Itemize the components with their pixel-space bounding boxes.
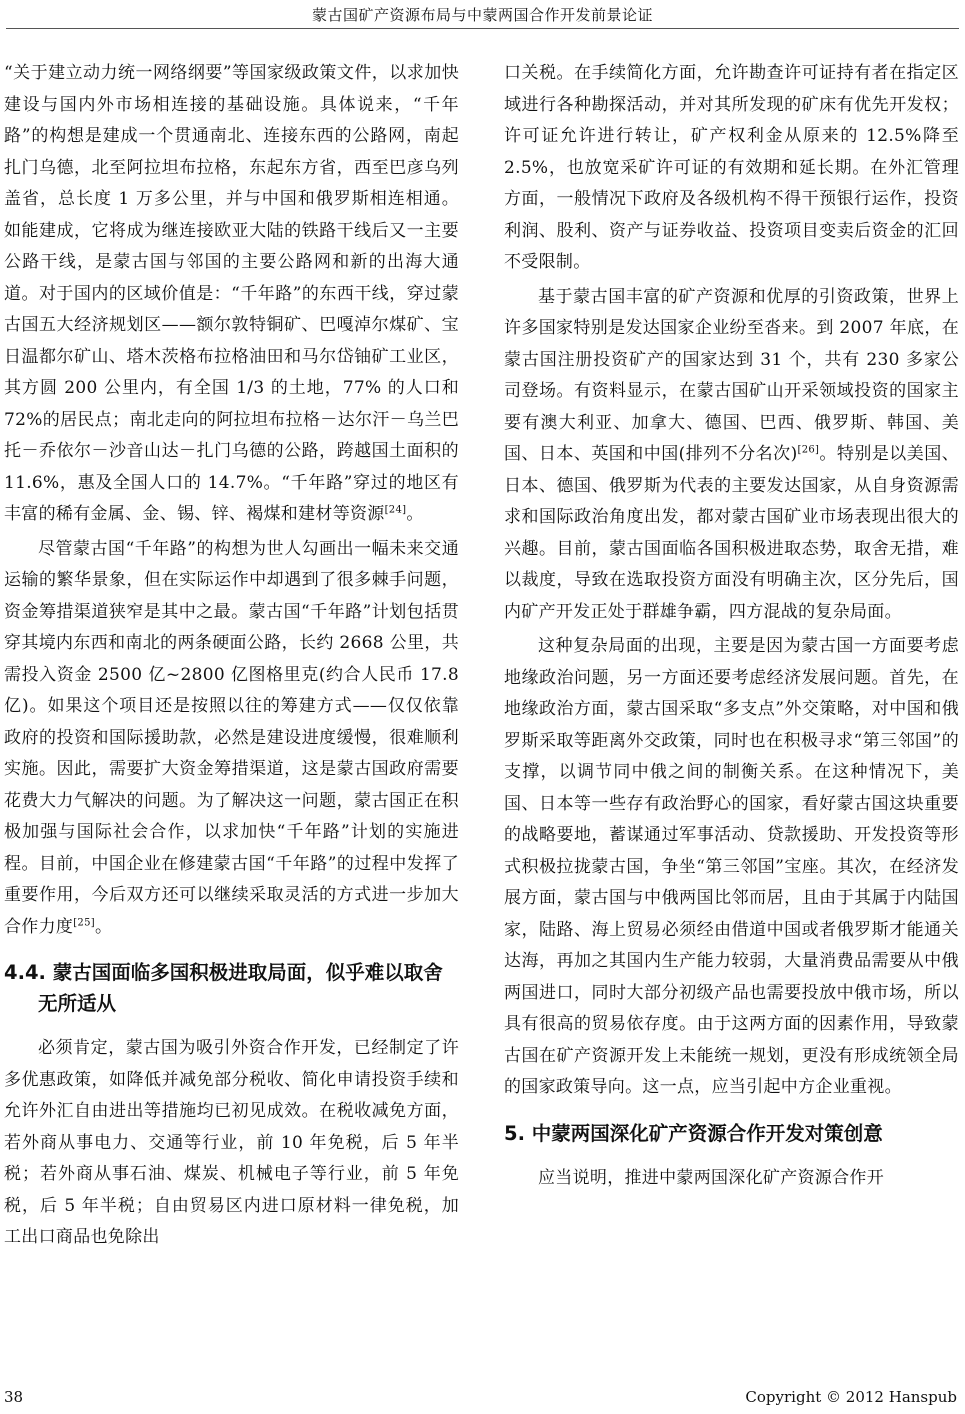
citation-ref[interactable]: [25] bbox=[73, 916, 95, 928]
citation-ref[interactable]: [24] bbox=[384, 504, 407, 516]
paragraph: 尽管蒙古国“千年路”的构想为世人勾画出一幅未来交通运输的繁华景象，但在实际运作中却遇到了很多棘手问题，资金筹措渠道狭窄是其中之最。蒙古国“千年路”计划包括贯穿其境内东西和南北的两条硬面公路，长约 2668 公里，共需投入资金 2500 亿~2800 亿图格里克(约合人民币 17.8 亿)。如果这个项目还是按照以往的筹建方式——仅仅依靠政府的投资和国际援助款，必然是建设进度缓慢，很难顺利实施。因此，需要扩大资金筹措渠道，这是蒙古国政府需要花费大力气解决的问题。为了解决这一问题，蒙古国正在积极加强与国际社会合作，以求加快“千年路”计划的实施进程。目前，中国企业在修建蒙古国“千年路”的过程中发挥了重要作用，今后双方还可以继续采取灵活的方式进一步加大合作力度[25]。 bbox=[4, 538, 459, 937]
paragraph: 这种复杂局面的出现，主要是因为蒙古国一方面要考虑地缘政治问题，另一方面还要考虑经济发展问题。首先，在地缘政治方面，蒙古国采取“多支点”外交策略，对中国和俄罗斯采取等距离外交政策，同时也在积极寻求“第三邻国”的支撑，以调节同中俄之间的制衡关系。在这种情况下，美国、日本等一些存有政治野心的国家，看好蒙古国这块重要的战略要地，蓄谋通过军事活动、贷款援助、开发投资等形式积极拉拢蒙古国，争坐“第三邻国”宝座。其次，在经济发展方面，蒙古国与中俄两国比邻而居，且由于其属于内陆国家，陆路、海上贸易必须经由借道中国或者俄罗斯才能通关达海，再加之其国内生产能力较弱，大量消费品需要从中俄两国进口，同时大部分初级产品也需要投放中俄市场，所以具有很高的贸易依存度。由于这两方面的因素作用，导致蒙古国在矿产资源开发上未能统一规划，更没有形成统领全局的国家政策导向。这一点，应当引起中方企业重视。 bbox=[504, 636, 959, 1097]
citation-ref[interactable]: [26] bbox=[797, 444, 820, 456]
paragraph: 必须肯定，蒙古国为吸引外资合作开发，已经制定了许多优惠政策，如降低并减免部分税收、简化申请投资手续和允许外汇自由进出等措施均已初见成效。在税收减免方面，若外商从事电力、交通等行业，前 10 年免税，后 5 年半税；若外商从事石油、煤炭、机械电子等行业，前 5 年免税，后 5 年半税；自由贸易区内进口原材料一律免税，加工出口商品也免除出 bbox=[4, 1038, 459, 1247]
running-title: 蒙古国矿产资源布局与中蒙两国合作开发前景论证 bbox=[311, 6, 653, 24]
section-heading-5: 5. 中蒙两国深化矿产资源合作开发对策创意 bbox=[504, 1121, 883, 1145]
page-number: 38 bbox=[4, 1388, 24, 1406]
paragraph: 口关税。在手续简化方面，允许勘查许可证持有者在指定区域进行各种勘探活动，并对其所发现的矿床有优先开发权；许可证允许进行转让，矿产权利金从原来的 12.5%降至 2.5%，也放宽采矿许可证的有效期和延长期。在外汇管理方面，一般情况下政府及各级机构不得干预银行运作，投资利润、股利、资产与证券收益、投资项目变卖后资金的汇回不受限制。 bbox=[504, 63, 959, 272]
copyright-notice: Copyright © 2012 Hanspub bbox=[745, 1388, 957, 1406]
left-column bbox=[4, 58, 459, 1254]
paragraph: 应当说明，推进中蒙两国深化矿产资源合作开 bbox=[538, 1167, 884, 1188]
paragraph: “关于建立动力统一网络纲要”等国家级政策文件，以求加快建设与国内外市场相连接的基础设施。具体说来，“千年路”的构想是建成一个贯通南北、连接东西的公路网，南起扎门乌德，北至阿拉坦布拉格，东起东方省，西至巴彦乌列盖省，总长度 1 万多公里，并与中国和俄罗斯相连相通。如能建成，它将成为继连接欧亚大陆的铁路干线后又一主要公路干线，是蒙古国与邻国的主要公路网和新的出海大通道。对于国内的区域价值是：“千年路”的东西干线，穿过蒙古国五大经济规划区——额尔敦特铜矿、巴嘎淖尔煤矿、宝日温都尔矿山、塔木茨格布拉格油田和马尔岱铀矿工业区，其方圆 200 公里内，有全国 1/3 的土地，77% 的人口和 72%的居民点；南北走向的阿拉坦布拉格－达尔汗－乌兰巴托－乔依尔－沙音山达－扎门乌德的公路，跨越国土面积的 11.6%，惠及全国人口的 14.7%。“千年路”穿过的地区有丰富的稀有金属、金、锡、锌、褐煤和建材等资源[24]。 bbox=[4, 63, 459, 524]
right-column bbox=[504, 58, 959, 1194]
section-heading-4-4: 4.4. 蒙古国面临多国积极进取局面，似乎难以取舍无所适从 bbox=[4, 961, 443, 1015]
paragraph: 基于蒙古国丰富的矿产资源和优厚的引资政策，世界上许多国家特别是发达国家企业纷至沓来。到 2007 年底，在蒙古国注册投资矿产的国家达到 31 个，共有 230 多家公司登场。有资料显示，在蒙古国矿山开采领域投资的国家主要有澳大利亚、加拿大、德国、巴西、俄罗斯、韩国、美国、日本、英国和中国(排列不分名次)[26]。特别是以美国、日本、德国、俄罗斯为代表的主要发达国家，从自身资源需求和国际政治角度出发，都对蒙古国矿业市场表现出很大的兴趣。目前，蒙古国面临各国积极进取态势，取舍无措，难以裁度，导致在选取投资方面没有明确主次，区分先后，国内矿产开发正处于群雄争霸，四方混战的复杂局面。 bbox=[504, 286, 959, 622]
header-rule bbox=[6, 28, 959, 29]
